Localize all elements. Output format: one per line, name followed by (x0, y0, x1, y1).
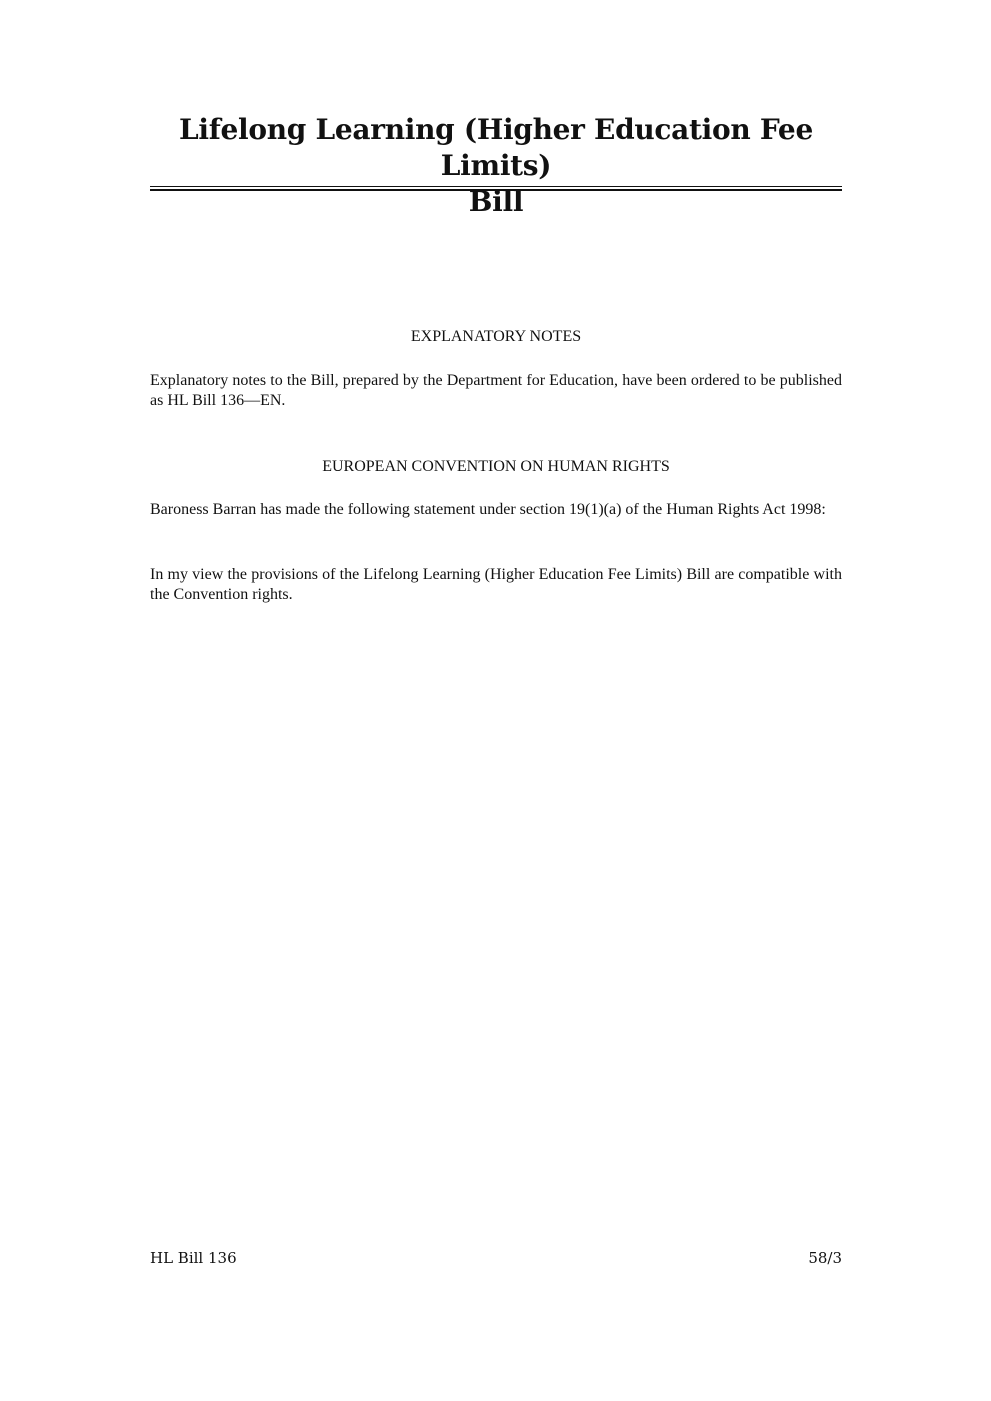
echr-view-text: In my view the provisions of the Lifelong Learning (Higher Education Fee Limits) Bill are compatible with the Convention rights. (150, 566, 842, 603)
bill-title-line-1: Lifelong Learning (Higher Education Fee Limits) (179, 113, 813, 182)
explanatory-notes-text: Explanatory notes to the Bill, prepared by the Department for Education, have been ordered to be published as HL Bill 136—EN. (150, 372, 842, 409)
explanatory-notes-heading: EXPLANATORY NOTES (410, 328, 582, 345)
title-rule-thick (150, 189, 842, 191)
echr-statement-text: Baroness Barran has made the following statement under section 19(1)(a) of the Human Rights Act 1998: (150, 501, 826, 518)
bill-title-line-2: Bill (468, 185, 524, 218)
echr-heading: EUROPEAN CONVENTION ON HUMAN RIGHTS (322, 458, 670, 475)
bill-title (150, 112, 842, 220)
title-rule-thin (150, 186, 842, 187)
footer-bill-number: HL Bill 136 (150, 1249, 237, 1267)
footer-reference: 58/3 (808, 1249, 842, 1267)
